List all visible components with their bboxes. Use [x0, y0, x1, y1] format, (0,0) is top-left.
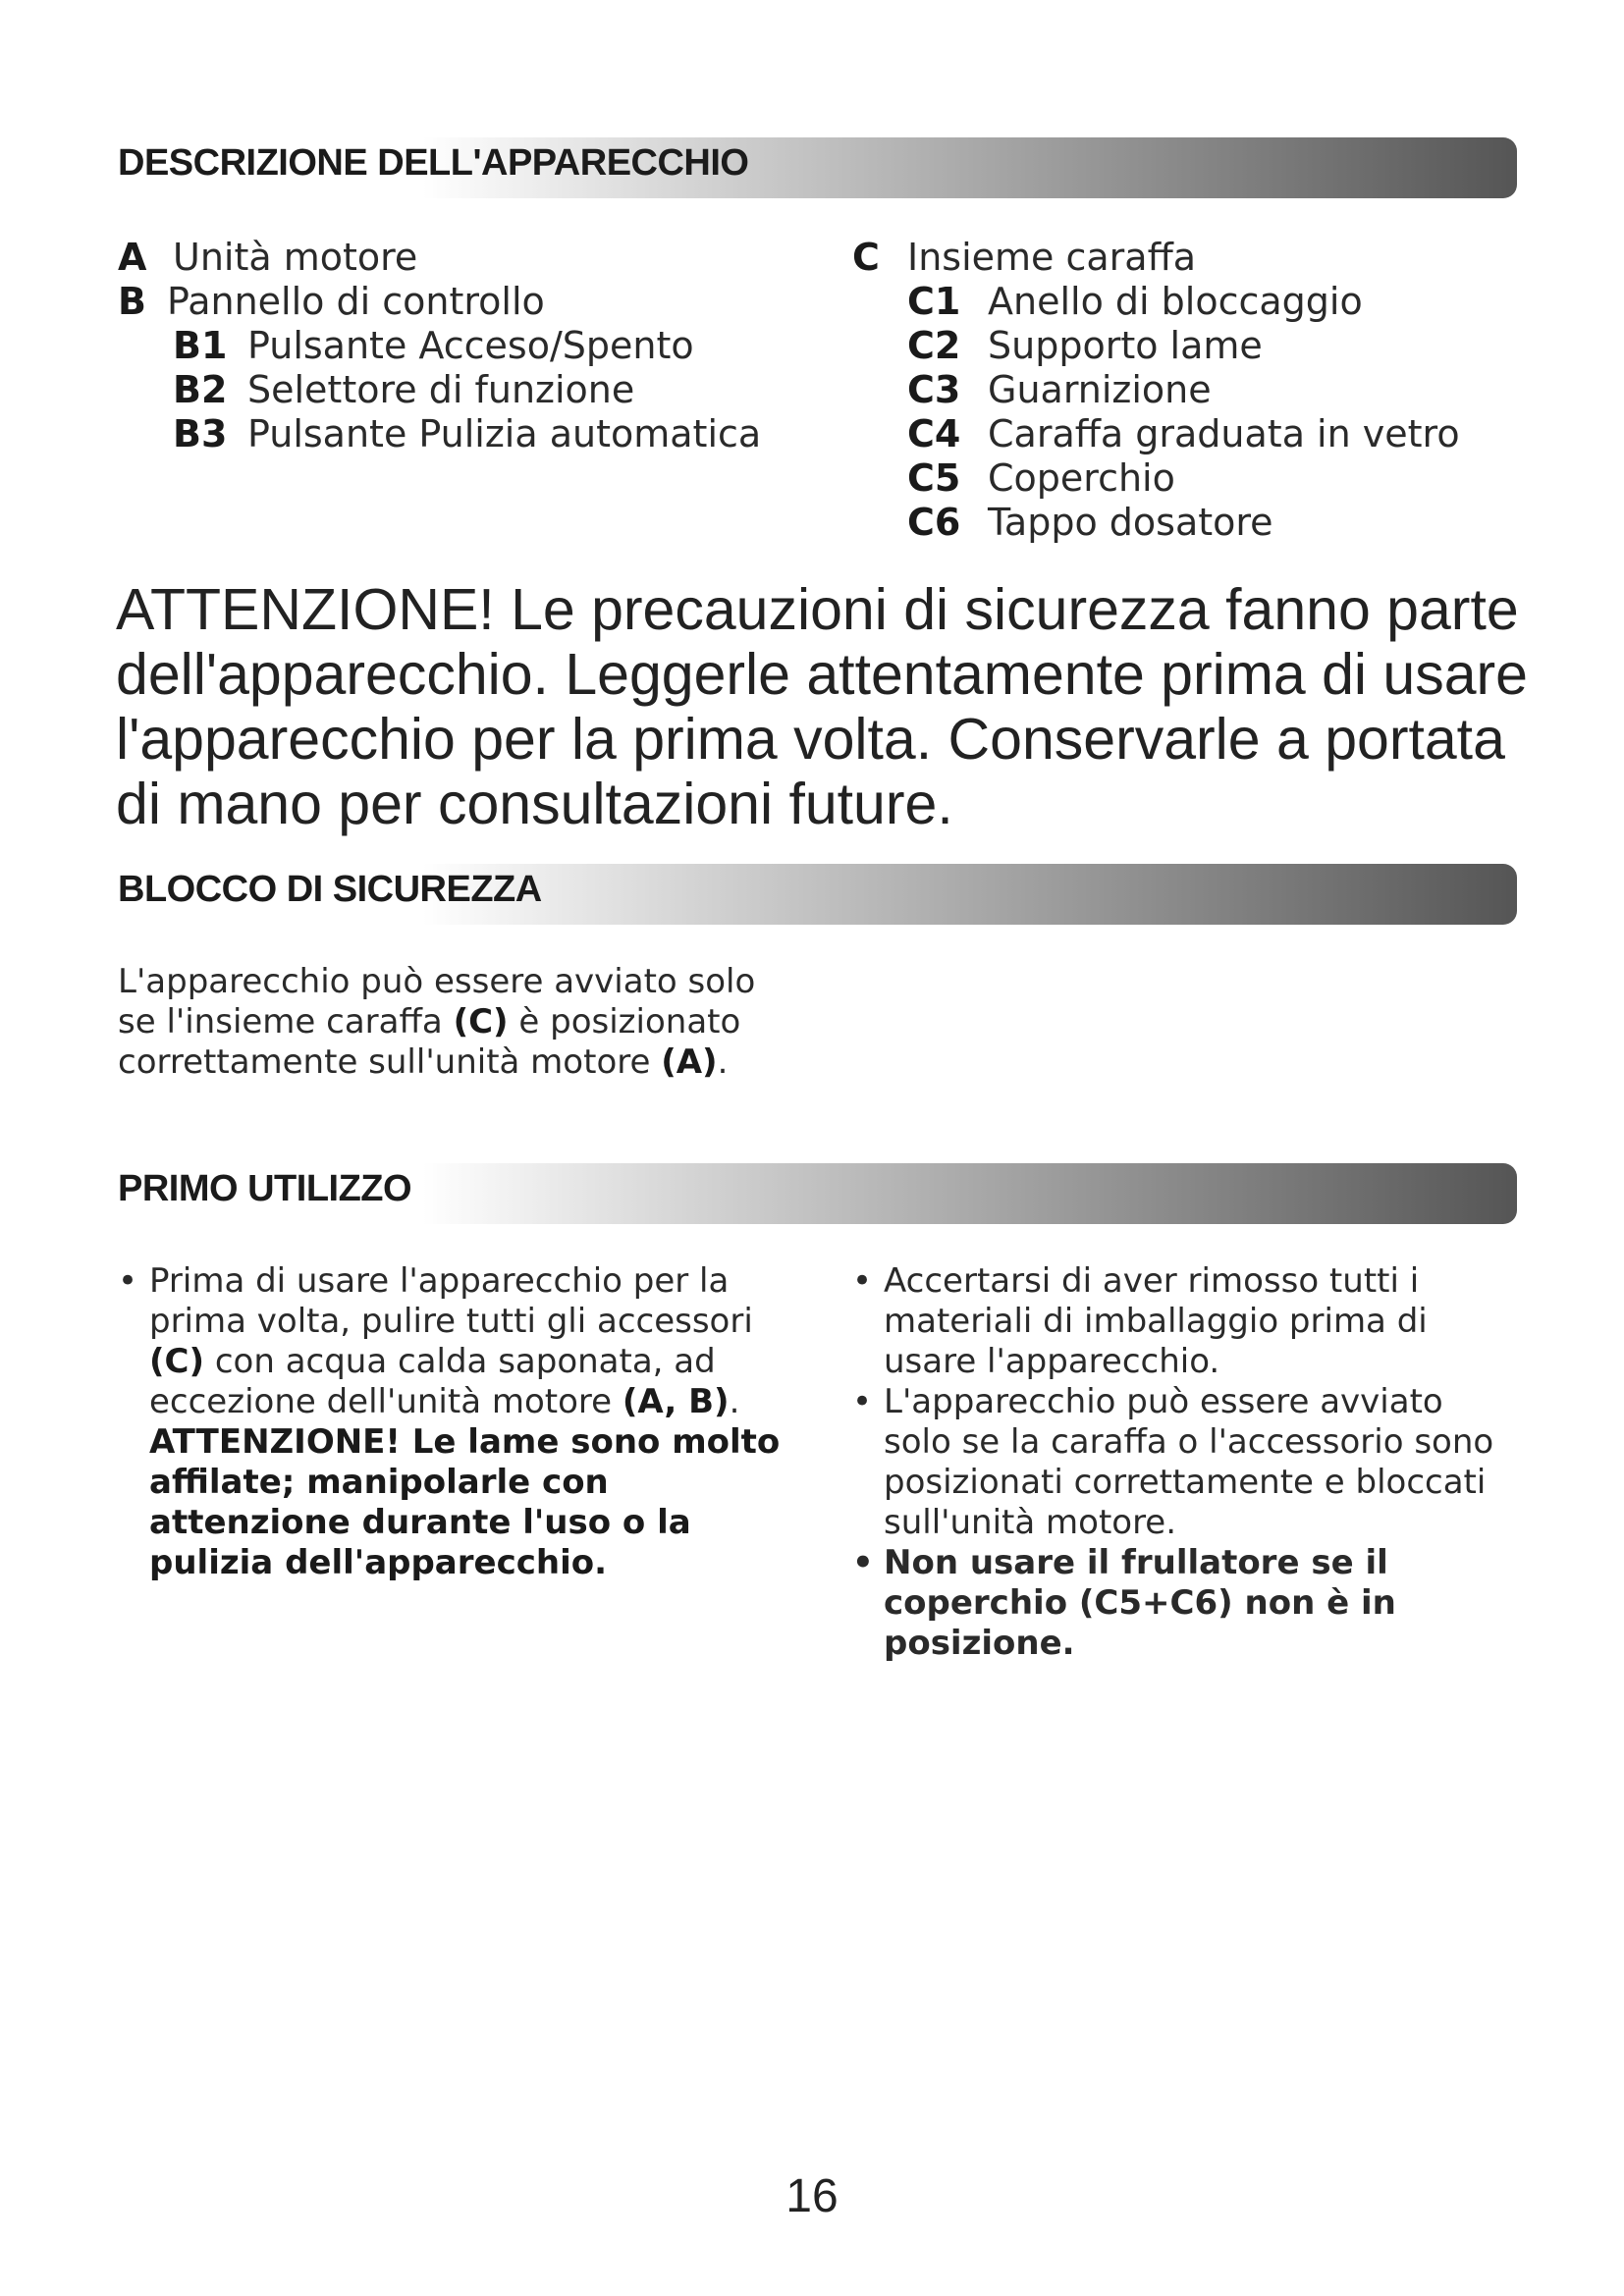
text-fragment: Prima di usare l'apparecchio per la prima volta, pulire tutti gli accessori	[149, 1261, 753, 1341]
list-item	[907, 324, 1263, 368]
part-label: Unità motore	[173, 236, 418, 279]
part-label: Caraffa graduata in vetro	[988, 412, 1460, 455]
part-code: B3	[173, 412, 228, 455]
part-code: B2	[173, 368, 228, 411]
safety-lock-text	[118, 962, 766, 1083]
text-fragment: .	[729, 1382, 740, 1421]
section-title-description: DESCRIZIONE DELL'APPARECCHIO	[118, 142, 749, 184]
part-label: Pannello di controllo	[167, 280, 545, 323]
list-item	[907, 501, 1273, 545]
part-code: C5	[907, 456, 961, 500]
part-code: C3	[907, 368, 961, 411]
part-code: C2	[907, 324, 961, 367]
list-item	[173, 412, 761, 456]
part-code: C1	[907, 280, 961, 323]
part-reference: (A, B)	[622, 1382, 730, 1421]
bullet-text: L'apparecchio può essere avviato solo se la caraffa o l'accessorio sono posizionati correttamente e bloccati sull'unità motore.	[884, 1382, 1494, 1542]
section-title-first-use: PRIMO UTILIZZO	[118, 1168, 412, 1209]
list-item	[852, 1261, 1520, 1382]
list-item	[907, 280, 1363, 324]
part-label: Tappo dosatore	[988, 501, 1273, 544]
list-item	[852, 1543, 1520, 1664]
list-item	[118, 280, 545, 324]
bullet-text	[118, 1261, 795, 1583]
list-item	[907, 412, 1460, 456]
part-label: Selettore di funzione	[247, 368, 635, 411]
list-item	[852, 236, 1196, 280]
bullet-icon: •	[852, 1382, 873, 1421]
text-fragment: L'apparecchio può essere avviato solo se l'insieme caraffa	[118, 962, 756, 1041]
list-item	[118, 236, 417, 280]
part-label: Pulsante Pulizia automatica	[247, 412, 762, 455]
section-title-safety-lock: BLOCCO DI SICUREZZA	[118, 869, 542, 910]
bullet-text: Accertarsi di aver rimosso tutti i materiali di imballaggio prima di usare l'apparecchio.	[884, 1261, 1428, 1381]
part-label: Pulsante Acceso/Spento	[247, 324, 694, 367]
list-item	[907, 368, 1212, 412]
list-item	[907, 456, 1175, 501]
part-label: Supporto lame	[988, 324, 1263, 367]
part-label: Anello di bloccaggio	[988, 280, 1363, 323]
safety-warning: ATTENZIONE! Le precauzioni di sicurezza fanno parte dell'apparecchio. Leggerle attentamente prima di usare l'apparecchio per la prima volta. Conservarle a portata di mano per consultazioni future.	[116, 577, 1528, 836]
list-item	[173, 324, 694, 368]
text-fragment: con acqua calda saponata, ad eccezione dell'unità motore	[149, 1342, 716, 1421]
part-code: B	[118, 280, 146, 323]
page-number: 16	[785, 2170, 839, 2222]
part-code: B1	[173, 324, 228, 367]
text-fragment: .	[717, 1042, 729, 1082]
part-label: Coperchio	[988, 456, 1175, 500]
part-reference: (C)	[149, 1342, 205, 1381]
bullet-icon: •	[118, 1261, 138, 1301]
list-item	[118, 1261, 795, 1583]
list-item	[173, 368, 634, 412]
part-reference: (A)	[661, 1042, 718, 1082]
part-label: Guarnizione	[988, 368, 1212, 411]
text-fragment: è posizionato correttamente sull'unità motore	[118, 1002, 741, 1082]
blade-warning: ATTENZIONE! Le lame sono molto affilate; manipolarle con attenzione durante l'uso o la pulizia dell'apparecchio.	[149, 1422, 781, 1582]
part-code: C6	[907, 501, 961, 544]
bullet-icon: •	[852, 1261, 873, 1301]
bullet-text: Non usare il frullatore se il coperchio (C5+C6) non è in posizione.	[884, 1543, 1396, 1663]
part-code: A	[118, 236, 147, 279]
part-label: Insieme caraffa	[907, 236, 1197, 279]
part-code: C4	[907, 412, 961, 455]
part-code: C	[852, 236, 880, 279]
part-reference: (C)	[453, 1002, 509, 1041]
list-item	[852, 1382, 1520, 1543]
bullet-icon: •	[852, 1543, 874, 1582]
